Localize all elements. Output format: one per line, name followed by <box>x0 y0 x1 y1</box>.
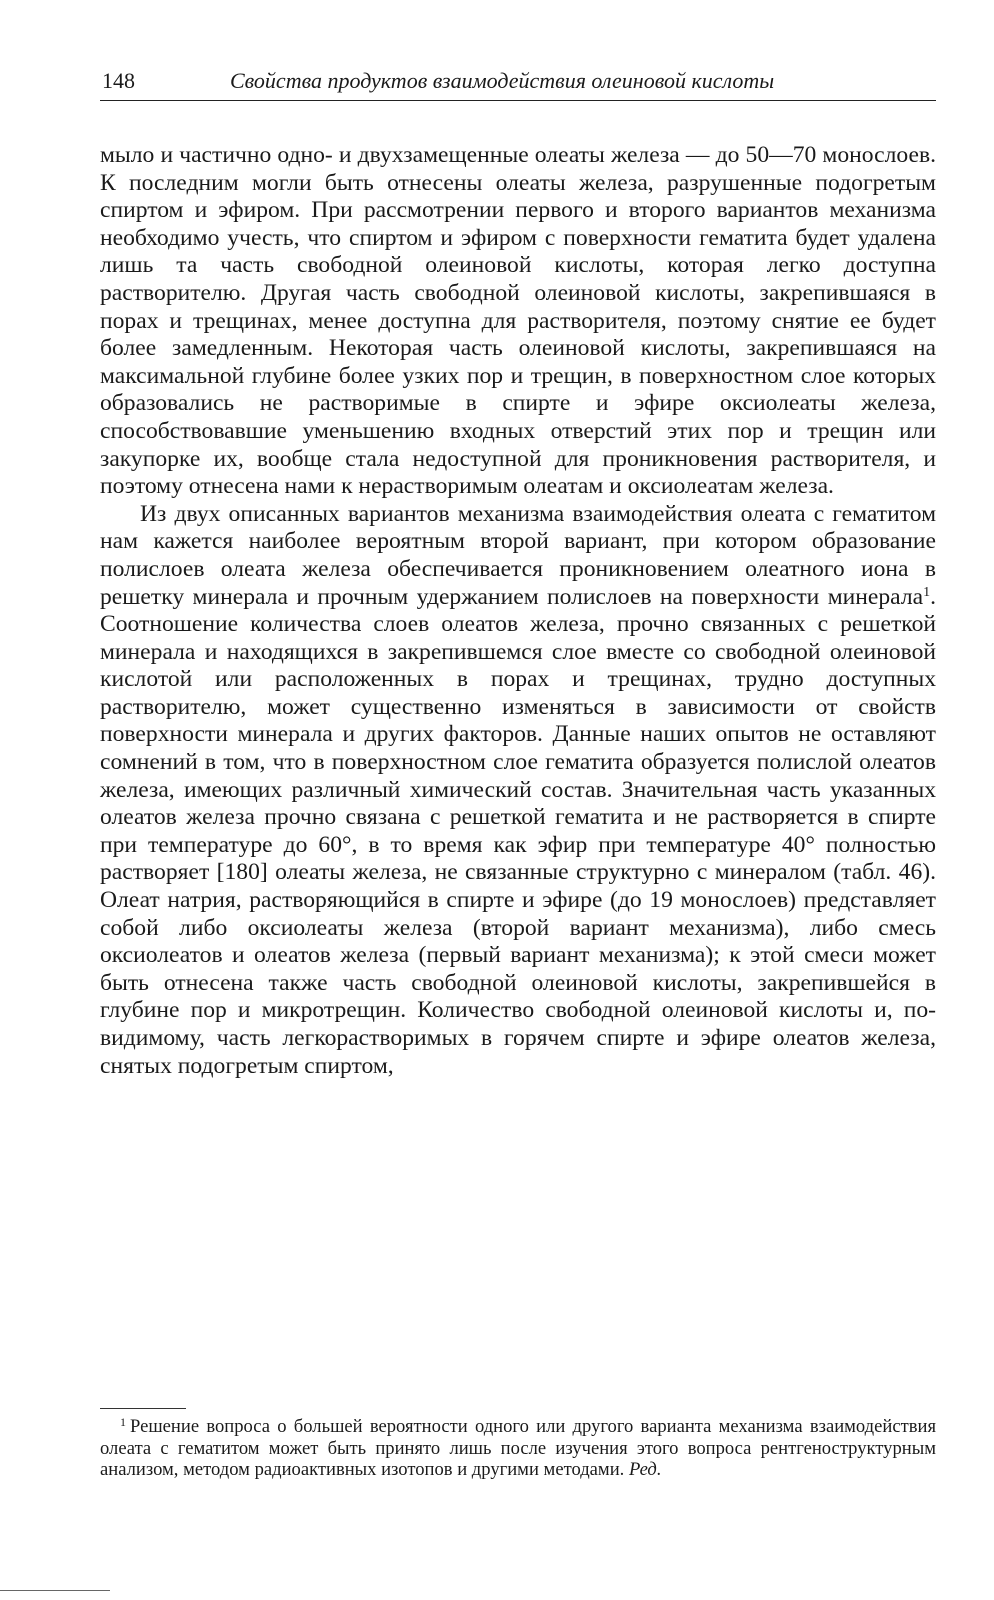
footnote <box>100 1416 936 1481</box>
scan-edge-line <box>0 1590 110 1591</box>
footnote-mark: 1 <box>120 1415 126 1429</box>
running-title: Свойства продуктов взаимодействия олеиновой кислоты <box>230 68 775 93</box>
paragraph-continued <box>100 142 936 501</box>
page-number: 148 <box>102 68 135 93</box>
paragraph-text-part-a: Из двух описанных вариантов механизма взаимодействия олеата с гематитом нам кажется наиболее вероятным второй вариант, при котором образование полислоев олеата железа обеспечивается проникновением олеатного иона в решетку минерала и прочным удержанием полислоев на поверхности минерала <box>100 500 936 610</box>
body-text <box>100 142 936 1080</box>
footnote-editor-note: Ред. <box>628 1459 662 1480</box>
paragraph-text-part-b: . Соотношение количества слоев олеатов железа, прочно связанных с решеткой минерала и находящихся в закрепившемся слое вместе со свободной олеиновой кислотой или расположенных в порах и трещинах, трудно доступных растворителю, может существенно изменяться в зависимости от свойств поверхности минерала и других факторов. Данные наших опытов не оставляют сомнений в том, что в поверхностном слое гематита образуется полислой олеатов железа, имеющих различный химический состав. Значительная часть указанных олеатов железа прочно связана с решеткой гематита и не растворяется в спирте при температуре до 60°, в то время как эфир при температуре 40° полностью растворяет [180] олеаты железа, не связанные структурно с минералом (табл. 46). Олеат натрия, растворяющийся в спирте и эфире (до 19 монослоев) представляет собой либо оксиолеаты железа (второй вариант механизма), либо смесь оксиолеатов и олеатов железа (первый вариант механизма); к этой смеси может быть отнесена также часть свободной олеиновой кислоты, закрепившейся в глубине пор и микротрещин. Количество свободной олеиновой кислоты и, по-видимому, часть легкорастворимых в горячем спирте и эфире олеатов железа, снятых подогретым спиртом, <box>100 583 936 1079</box>
book-page <box>100 60 936 1560</box>
footnote-reference: 1 <box>923 584 931 600</box>
footnote-divider <box>100 1408 186 1409</box>
paragraph <box>100 501 936 1080</box>
paragraph-text: мыло и частично одно- и двухзамещенные олеаты железа — до 50—70 монослоев. К последним могли быть отнесены олеаты железа, разрушенные подогретым спиртом и эфиром. При рассмотрении первого и второго вариантов механизма необходимо учесть, что спиртом и эфиром с поверхности гематита будет удалена лишь та часть свободной олеиновой кислоты, которая легко доступна растворителю. Другая часть свободной олеиновой кислоты, закрепившаяся в порах и трещинах, менее доступна для растворителя, поэтому снятие ее будет более замедленным. Некоторая часть олеиновой кислоты, закрепившаяся на максимальной глубине более узких пор и трещин, в поверхностном слое которых образовались не растворимые в спирте и эфире оксиолеаты железа, способствовавшие уменьшению входных отверстий этих пор и трещин или закупорке их, вообще стала недоступной для проникновения растворителя, и поэтому отнесена нами к нерастворимым олеатам и оксиолеатам железа. <box>100 142 936 500</box>
page-header <box>100 60 936 101</box>
footnote-text: Решение вопроса о большей вероятности одного или другого варианта механизма взаимодействия олеата с гематитом может быть принято лишь после изучения этого вопроса рентгеноструктурным анализом, методом радиоактивных изотопов и другими методами. <box>100 1416 936 1480</box>
